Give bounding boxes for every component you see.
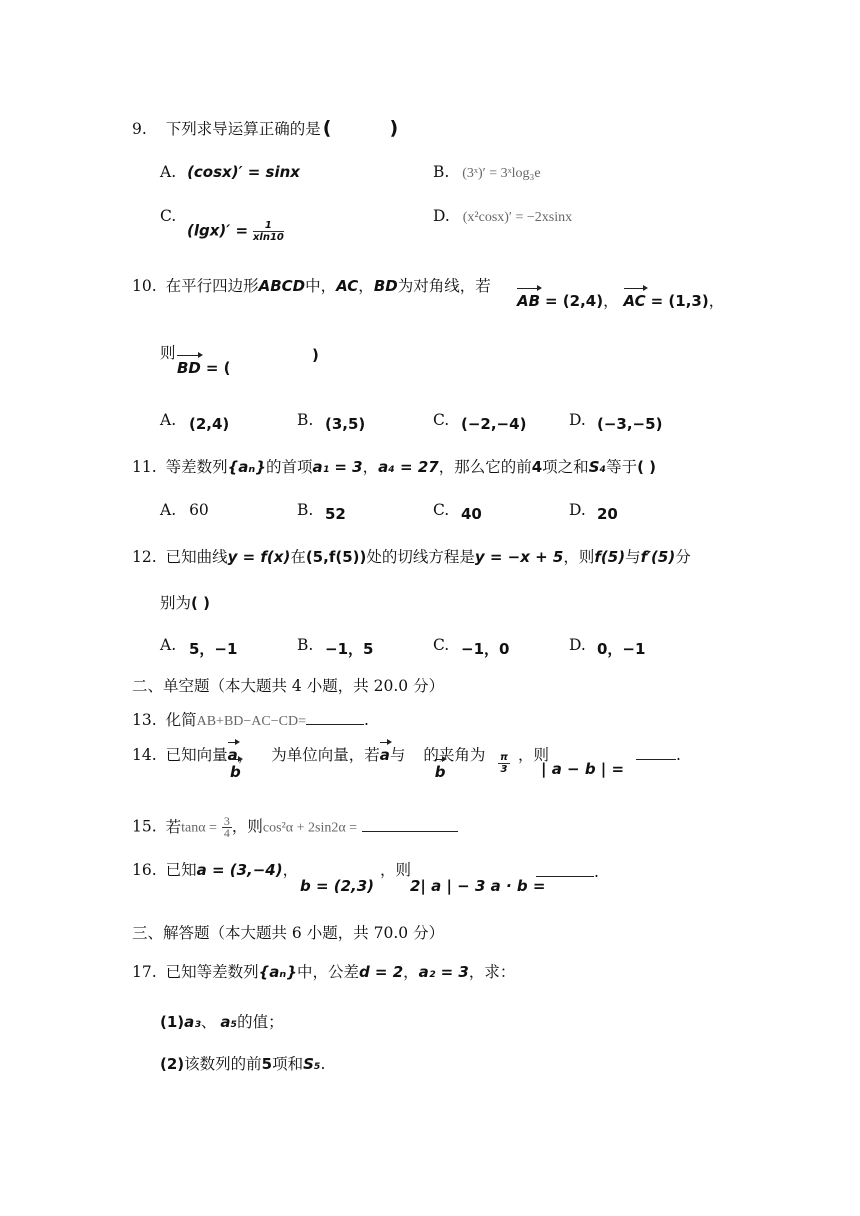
q11-text-1: 等差数列 — [165, 458, 228, 476]
q16-answer-blank — [536, 876, 594, 877]
q14-answer-blank — [636, 759, 676, 760]
q13-text: 化简 — [165, 711, 197, 729]
q16-then: ，则 — [380, 861, 412, 879]
q10-ac: AC — [336, 277, 359, 295]
q10-b-value: (3,5) — [325, 415, 366, 433]
q12-text-1: 已知曲线 — [165, 548, 228, 566]
q10-text-3: 为对角线，若 — [397, 277, 491, 295]
q10-a-label: A. — [160, 411, 177, 429]
q11-c-value: 40 — [461, 505, 482, 523]
q9-option-d — [433, 206, 572, 228]
q15-stem — [132, 816, 458, 839]
q13-number: 13. — [132, 711, 157, 729]
q12-number: 12. — [132, 548, 157, 566]
q11-text-4: 项之和 — [542, 458, 589, 476]
q11-text-3: ，那么它的前 — [438, 458, 532, 476]
q16-a-eq: a = (3,−4) — [196, 861, 283, 879]
q11-stem — [132, 457, 656, 477]
q11-paren: ( ) — [637, 458, 657, 476]
q14-angle-fraction — [498, 752, 510, 775]
q14-pi: π — [500, 752, 508, 763]
q10-ab-vector: AB — [517, 292, 541, 310]
q16-stem — [132, 860, 298, 880]
q16-number: 16. — [132, 861, 157, 879]
q15-answer-blank — [362, 831, 458, 832]
q12-line2-text: 别为 — [160, 594, 192, 612]
q10-ab-value: = (2,4) — [544, 292, 604, 310]
section-2-heading: 二、单空题（本大题共 4 小题，共 20.0 分） — [132, 677, 445, 695]
q17-p1-label: (1) — [160, 1013, 185, 1031]
q9-paren-open: ( — [322, 117, 332, 139]
q12-b-value: −1，5 — [325, 640, 374, 658]
q11-d-value: 20 — [597, 505, 618, 523]
q15-numerator: 3 — [223, 814, 230, 828]
q9-c-lhs: (lgx)′ = — [187, 221, 249, 240]
q12-tangent: y = −x + 5 — [474, 548, 564, 566]
q17-stem — [132, 962, 515, 982]
q9-option-a — [160, 162, 300, 182]
q17-text-1: 已知等差数列 — [165, 963, 259, 981]
section-3-heading: 三、解答题（本大题共 6 小题，共 70.0 分） — [132, 924, 445, 942]
q12-c-value: −1，0 — [461, 640, 510, 658]
q15-denominator: 4 — [223, 826, 230, 840]
q10-paren-close: ) — [312, 346, 319, 364]
q16-end: . — [594, 863, 599, 881]
q10-a-value: (2,4) — [189, 415, 230, 433]
q12-option-c: C. — [433, 636, 450, 654]
q9-d-expr: (x²cosx)′ = −2xsinx — [462, 210, 573, 225]
q10-option-a — [160, 410, 176, 430]
q9-a-label: A. — [160, 163, 177, 181]
q13-end: . — [363, 711, 369, 729]
q10-abcd: ABCD — [258, 277, 306, 295]
q10-d-value: (−3,−5) — [597, 415, 663, 433]
q13-answer-blank — [306, 724, 364, 725]
q12-a-value: 5，−1 — [189, 640, 238, 658]
q16-expr: 2| a | − 3 a · b = — [410, 877, 546, 895]
q14-b-vector: b — [230, 763, 241, 781]
q16-text-1: 已知 — [165, 861, 197, 879]
q9-c-numerator: 1 — [253, 220, 284, 232]
q9-paren-close: ) — [389, 117, 399, 139]
q14-comma: ， — [237, 746, 254, 764]
q17-p1-a5: a₅ — [220, 1013, 238, 1031]
q14-expr: | a − b | = — [541, 760, 625, 778]
q17-a2: a₂ = 3 — [418, 963, 469, 981]
q14-text-4: 的夹角为 — [423, 746, 486, 764]
q15-fraction — [222, 816, 232, 839]
q9-d-label: D. — [433, 207, 450, 225]
q17-an: {aₙ} — [258, 963, 297, 981]
q16-b-eq: b = (2,3) — [300, 877, 375, 895]
q13-stem — [132, 710, 369, 732]
q10-bd-eq: = ( — [205, 359, 231, 377]
q17-text-3: ，求： — [468, 963, 516, 981]
q12-stem — [132, 547, 691, 567]
q14-text-1: 已知向量 — [165, 746, 228, 764]
q9-option-c — [160, 206, 176, 226]
q12-text-5: 与 — [625, 548, 641, 566]
q14-expr-wrap — [541, 759, 624, 779]
q17-part-1 — [160, 1012, 284, 1032]
q11-a1: a₁ = 3 — [312, 458, 363, 476]
q12-option-b: B. — [297, 636, 314, 654]
q14-b-vector-2: b — [434, 763, 446, 781]
q12-text-2: 在 — [290, 548, 306, 566]
q10-option-c: C. — [433, 411, 450, 429]
q11-option-a — [160, 500, 209, 520]
q17-p1-text: 的值； — [237, 1013, 284, 1031]
q17-d: d = 2 — [358, 963, 404, 981]
q10-bd-vector: BD — [177, 359, 201, 377]
q17-number: 17. — [132, 963, 157, 981]
q12-curve: y = f(x) — [227, 548, 291, 566]
q16-comma: ， — [282, 861, 299, 879]
q11-four: 4 — [531, 458, 543, 476]
q11-text-2: 的首项 — [265, 458, 313, 476]
q10-cond-comma: ， — [603, 292, 619, 310]
q10-then: 则 — [160, 344, 176, 362]
q10-option-d: D. — [569, 411, 586, 429]
q9-c-fraction — [253, 220, 284, 243]
q11-b-value: 52 — [325, 505, 346, 523]
q10-text-2: 中， — [305, 277, 337, 295]
q10-ac-vector: AC — [623, 292, 646, 310]
q11-a4: a₄ = 27 — [378, 458, 439, 476]
q17-p2-five: 5 — [261, 1055, 273, 1073]
q11-option-b: B. — [297, 501, 314, 519]
q14-text-2: 为单位向量，若 — [271, 746, 380, 764]
q11-option-d: D. — [569, 501, 586, 519]
q9-text: 下列求导运算正确的是 — [165, 120, 321, 138]
q9-option-b — [433, 162, 541, 184]
q15-tan: tanα = — [181, 820, 217, 836]
q12-point: (5,f(5)) — [305, 548, 367, 566]
q9-c-denominator: xln10 — [252, 232, 284, 243]
q9-b-expr: (3ˣ)′ = 3ˣlog₃e — [462, 166, 541, 181]
q10-bd: BD — [373, 277, 398, 295]
q9-stem — [132, 118, 398, 139]
q17-p2-text-1: 该数列的前 — [184, 1055, 262, 1073]
q14-three: 3 — [500, 764, 508, 775]
q17-p2-label: (2) — [160, 1055, 185, 1073]
q10-number: 10. — [132, 277, 157, 295]
q14-blank-wrap — [636, 745, 681, 765]
q10-ask — [177, 358, 230, 378]
q11-an: {aₙ} — [227, 458, 266, 476]
q11-option-c: C. — [433, 501, 450, 519]
q12-fp5: f′(5) — [640, 548, 676, 566]
q9-number: 9. — [132, 120, 147, 138]
q10-c-value: (−2,−4) — [461, 415, 527, 433]
q9-c-label: C. — [160, 207, 177, 225]
q14-text-3: 与 — [389, 746, 406, 764]
q15-text-2: ，则 — [231, 817, 263, 836]
q12-f5: f(5) — [594, 548, 626, 566]
q17-p2-s5: S₅ — [303, 1055, 321, 1073]
q12-line2 — [160, 593, 210, 613]
q12-d-value: 0，−1 — [597, 640, 646, 658]
q9-b-label: B. — [433, 163, 450, 181]
q12-text-6: 分 — [675, 548, 691, 566]
q12-text-3: 处的切线方程是 — [366, 548, 475, 566]
q12-text-4: ，则 — [563, 548, 595, 566]
q11-text-5: 等于 — [606, 458, 638, 476]
q9-a-expr: (cosx)′ = sinx — [187, 163, 300, 181]
q17-comma: ， — [403, 963, 419, 981]
q15-number: 15. — [132, 817, 157, 836]
q17-p2-text-2: 项和 — [272, 1055, 304, 1073]
q17-p1-a3: a₃ — [184, 1013, 201, 1031]
q11-number: 11. — [132, 458, 157, 476]
q12-option-d: D. — [569, 636, 586, 654]
q11-a-value: 60 — [189, 501, 209, 519]
q11-comma: ， — [362, 458, 379, 476]
q11-a-label: A. — [160, 501, 177, 519]
q10-stem — [132, 276, 491, 296]
q14-end: . — [676, 746, 681, 764]
q14-stem — [132, 745, 485, 765]
q13-expr: AB+BD−AC−CD= — [196, 714, 306, 729]
q12-option-a: A. — [160, 636, 177, 654]
q10-comma: ， — [358, 277, 374, 295]
q17-text-2: 中，公差 — [296, 963, 359, 981]
q10-option-b: B. — [297, 411, 314, 429]
q14-a-vector-2: a — [379, 746, 390, 764]
q16-blank-wrap — [536, 862, 599, 882]
q15-expr: cos²α + 2sin2α = — [262, 820, 358, 836]
q14-a-vector: a — [227, 746, 238, 764]
q9-c-expression — [187, 220, 284, 243]
q10-text-1: 在平行四边形 — [165, 277, 259, 295]
q11-s4: S₄ — [588, 458, 607, 476]
q10-condition — [517, 291, 724, 311]
q17-p2-end: . — [320, 1055, 326, 1073]
q17-part-2 — [160, 1054, 325, 1074]
q10-ac-value: = (1,3) — [650, 292, 709, 310]
q10-cond-comma-2: ， — [708, 292, 725, 310]
q14-angle — [498, 752, 510, 775]
q12-paren: ( ) — [191, 594, 210, 612]
q14-number: 14. — [132, 746, 157, 764]
q14-then: ，则 — [518, 746, 550, 764]
q15-text-1: 若 — [165, 817, 182, 836]
q17-p1-sep: 、 — [200, 1013, 217, 1031]
